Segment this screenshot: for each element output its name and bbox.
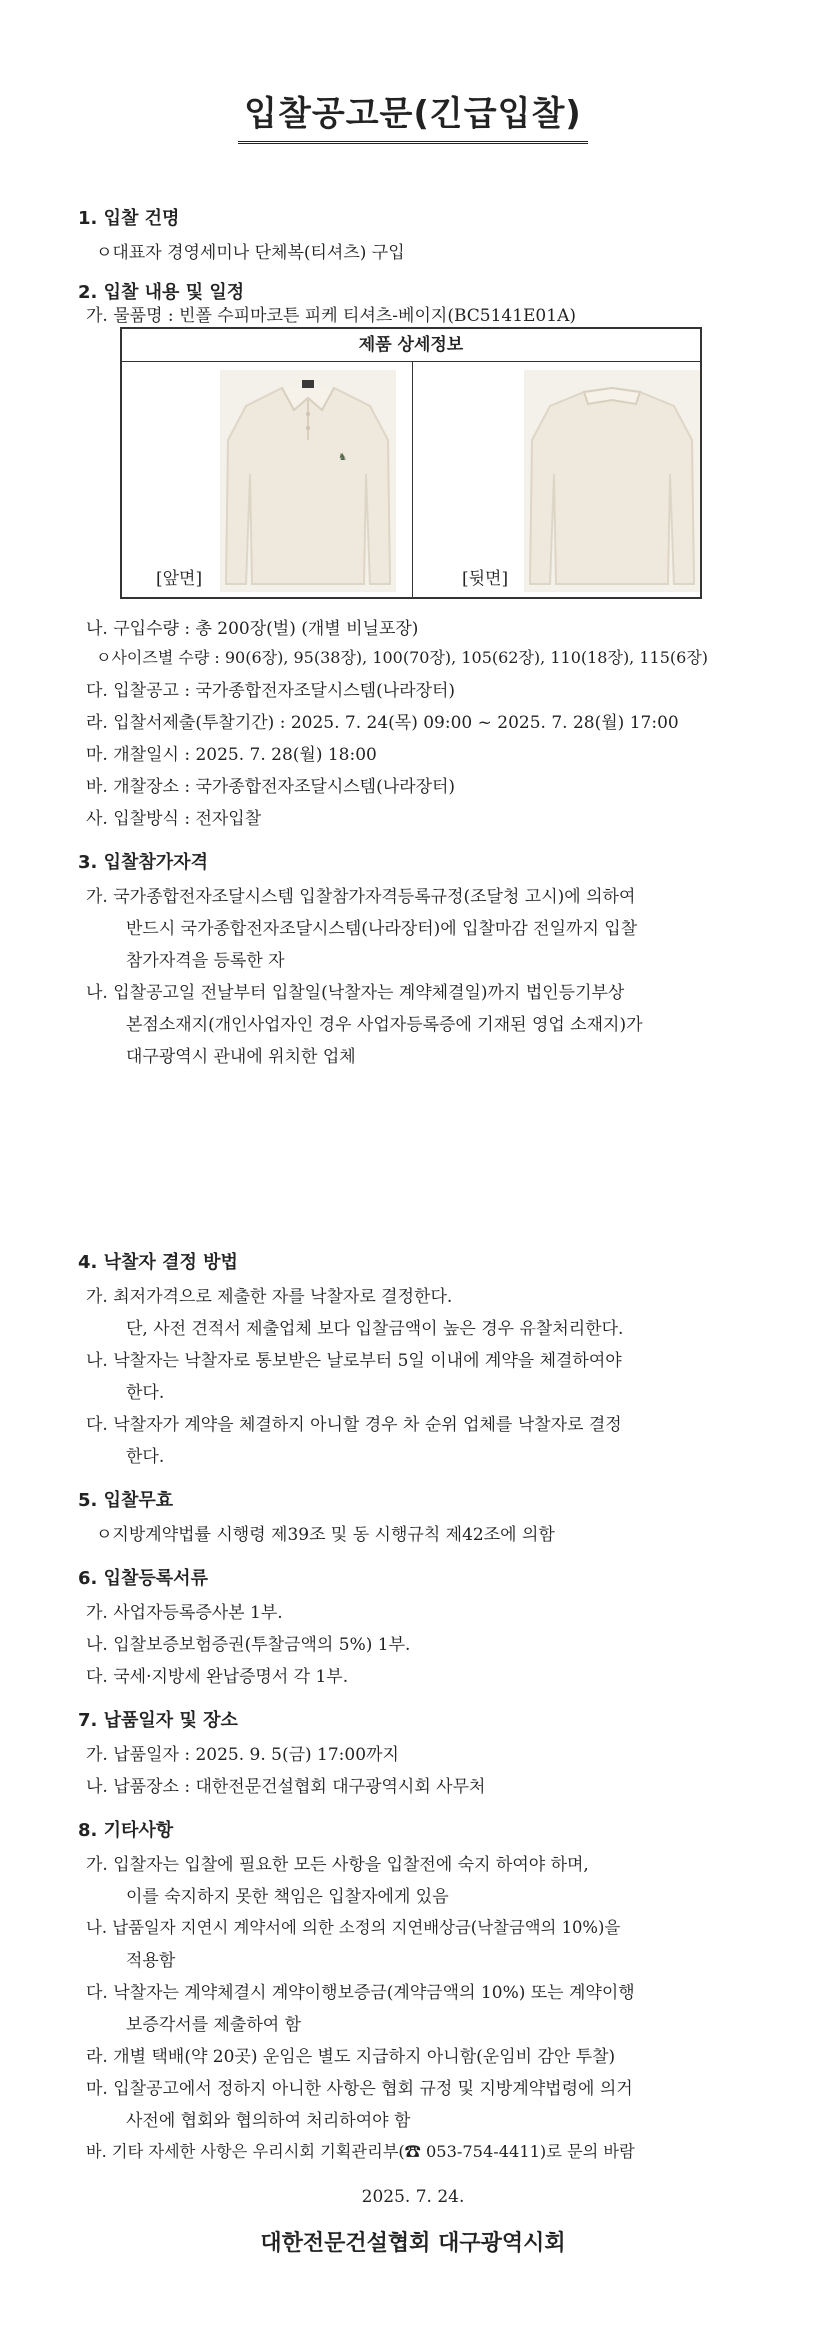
section8-line: 사전에 협회와 협의하여 처리하여야 함 (126, 2111, 411, 2131)
section8-line: 다. 낙찰자는 계약체결시 계약이행보증금(계약금액의 10%) 또는 계약이행 (86, 1983, 635, 2003)
polo-shirt-back-icon (524, 370, 700, 592)
section4-line: 나. 낙찰자는 낙찰자로 통보받은 날로부터 5일 이내에 계약을 체결하여야 (86, 1351, 622, 1371)
section6-line: 다. 국세·지방세 완납증명서 각 1부. (86, 1667, 349, 1687)
section3-line: 대구광역시 관내에 위치한 업체 (126, 1047, 356, 1067)
product-card-body (122, 362, 700, 598)
section-heading-6: 6. 입찰등록서류 (78, 1568, 208, 1589)
section6-line: 가. 사업자등록증사본 1부. (86, 1603, 283, 1623)
section3-line: 본점소재지(개인사업자인 경우 사업자등록증에 기재된 영업 소재지)가 (126, 1015, 643, 1035)
section3-line: 반드시 국가종합전자조달시스템(나라장터)에 입찰마감 전일까지 입찰 (126, 919, 638, 939)
section-heading-3: 3. 입찰참가자격 (78, 852, 208, 873)
footer-organization: 대한전문건설협회 대구광역시회 (260, 2231, 566, 2256)
section4-line: 한다. (126, 1447, 165, 1467)
back-label: [뒷면] (462, 569, 509, 589)
section-heading-4: 4. 낙찰자 결정 방법 (78, 1252, 238, 1273)
section2-submission: 라. 입찰서제출(투찰기간) : 2025. 7. 24(목) 09:00 ~ 2025. 7. 28(월) 17:00 (86, 713, 679, 733)
section4-line: 한다. (126, 1383, 165, 1403)
section2-bid-method: 사. 입찰방식 : 전자입찰 (86, 809, 262, 829)
front-label: [앞면] (156, 569, 203, 589)
section7-line: 가. 납품일자 : 2025. 9. 5(금) 17:00까지 (86, 1745, 399, 1765)
section6-line: 나. 입찰보증보험증권(투찰금액의 5%) 1부. (86, 1635, 411, 1655)
product-card-title: 제품 상세정보 (122, 329, 700, 362)
section8-line: 마. 입찰공고에서 정하지 아니한 사항은 협회 규정 및 지방계약법령에 의거 (86, 2079, 633, 2099)
section-heading-5: 5. 입찰무효 (78, 1490, 174, 1511)
section2-size-quantity: ㅇ사이즈별 수량 : 90(6장), 95(38장), 100(70장), 105(62장), 110(18장), 115(6장) (96, 648, 709, 667)
section8-line: 바. 기타 자세한 사항은 우리시회 기획관리부(☎ 053-754-4411)로 문의 바람 (86, 2142, 635, 2161)
section-heading-8: 8. 기타사항 (78, 1820, 174, 1841)
section-heading-7: 7. 납품일자 및 장소 (78, 1710, 238, 1731)
section8-line: 적용함 (126, 1951, 176, 1971)
section4-line: 가. 최저가격으로 제출한 자를 낙찰자로 결정한다. (86, 1287, 453, 1307)
svg-text:♞: ♞ (338, 452, 347, 463)
polo-shirt-front-icon (220, 370, 396, 592)
section8-line: 가. 입찰자는 입찰에 필요한 모든 사항을 입찰전에 숙지 하여야 하며, (86, 1855, 589, 1875)
section2-quantity: 나. 구입수량 : 총 200장(벌) (개별 비닐포장) (86, 619, 419, 639)
section8-line: 보증각서를 제출하여 함 (126, 2015, 302, 2035)
card-divider (412, 362, 413, 598)
section4-line: 단, 사전 견적서 제출업체 보다 입찰금액이 높은 경우 유찰처리한다. (126, 1319, 624, 1339)
section8-line: 나. 납품일자 지연시 계약서에 의한 소정의 지연배상금(낙찰금액의 10%)을 (86, 1918, 621, 1937)
footer-date: 2025. 7. 24. (361, 2187, 465, 2207)
product-detail-card (120, 327, 702, 599)
section5-line: ㅇ지방계약법률 시행령 제39조 및 동 시행규칙 제42조에 의함 (96, 1525, 555, 1545)
title-block (0, 86, 826, 144)
section3-line: 나. 입찰공고일 전날부터 입찰일(낙찰자는 계약체결일)까지 법인등기부상 (86, 983, 625, 1003)
section3-line: 가. 국가종합전자조달시스템 입찰참가자격등록규정(조달청 고시)에 의하여 (86, 887, 636, 907)
page-title: 입찰공고문(긴급입찰) (238, 86, 588, 144)
section2-opening-time: 마. 개찰일시 : 2025. 7. 28(월) 18:00 (86, 745, 377, 765)
section8-line: 이를 숙지하지 못한 책임은 입찰자에게 있음 (126, 1887, 449, 1907)
section-heading-2: 2. 입찰 내용 및 일정 (78, 282, 245, 303)
section-heading-1: 1. 입찰 건명 (78, 208, 180, 229)
section7-line: 나. 납품장소 : 대한전문건설협회 대구광역시회 사무처 (86, 1777, 486, 1797)
section4-line: 다. 낙찰자가 계약을 체결하지 아니할 경우 차 순위 업체를 낙찰자로 결정 (86, 1415, 622, 1435)
section8-line: 라. 개별 택배(약 20곳) 운임은 별도 지급하지 아니함(운임비 감안 투찰) (86, 2047, 616, 2067)
section1-line: ㅇ대표자 경영세미나 단체복(티셔츠) 구입 (96, 243, 405, 263)
section2-announcement: 다. 입찰공고 : 국가종합전자조달시스템(나라장터) (86, 681, 456, 701)
section2-item-name: 가. 물품명 : 빈폴 수피마코튼 피케 티셔츠-베이지(BC5141E01A) (86, 306, 576, 326)
section3-line: 참가자격을 등록한 자 (126, 951, 285, 971)
section2-opening-place: 바. 개찰장소 : 국가종합전자조달시스템(나라장터) (86, 777, 456, 797)
